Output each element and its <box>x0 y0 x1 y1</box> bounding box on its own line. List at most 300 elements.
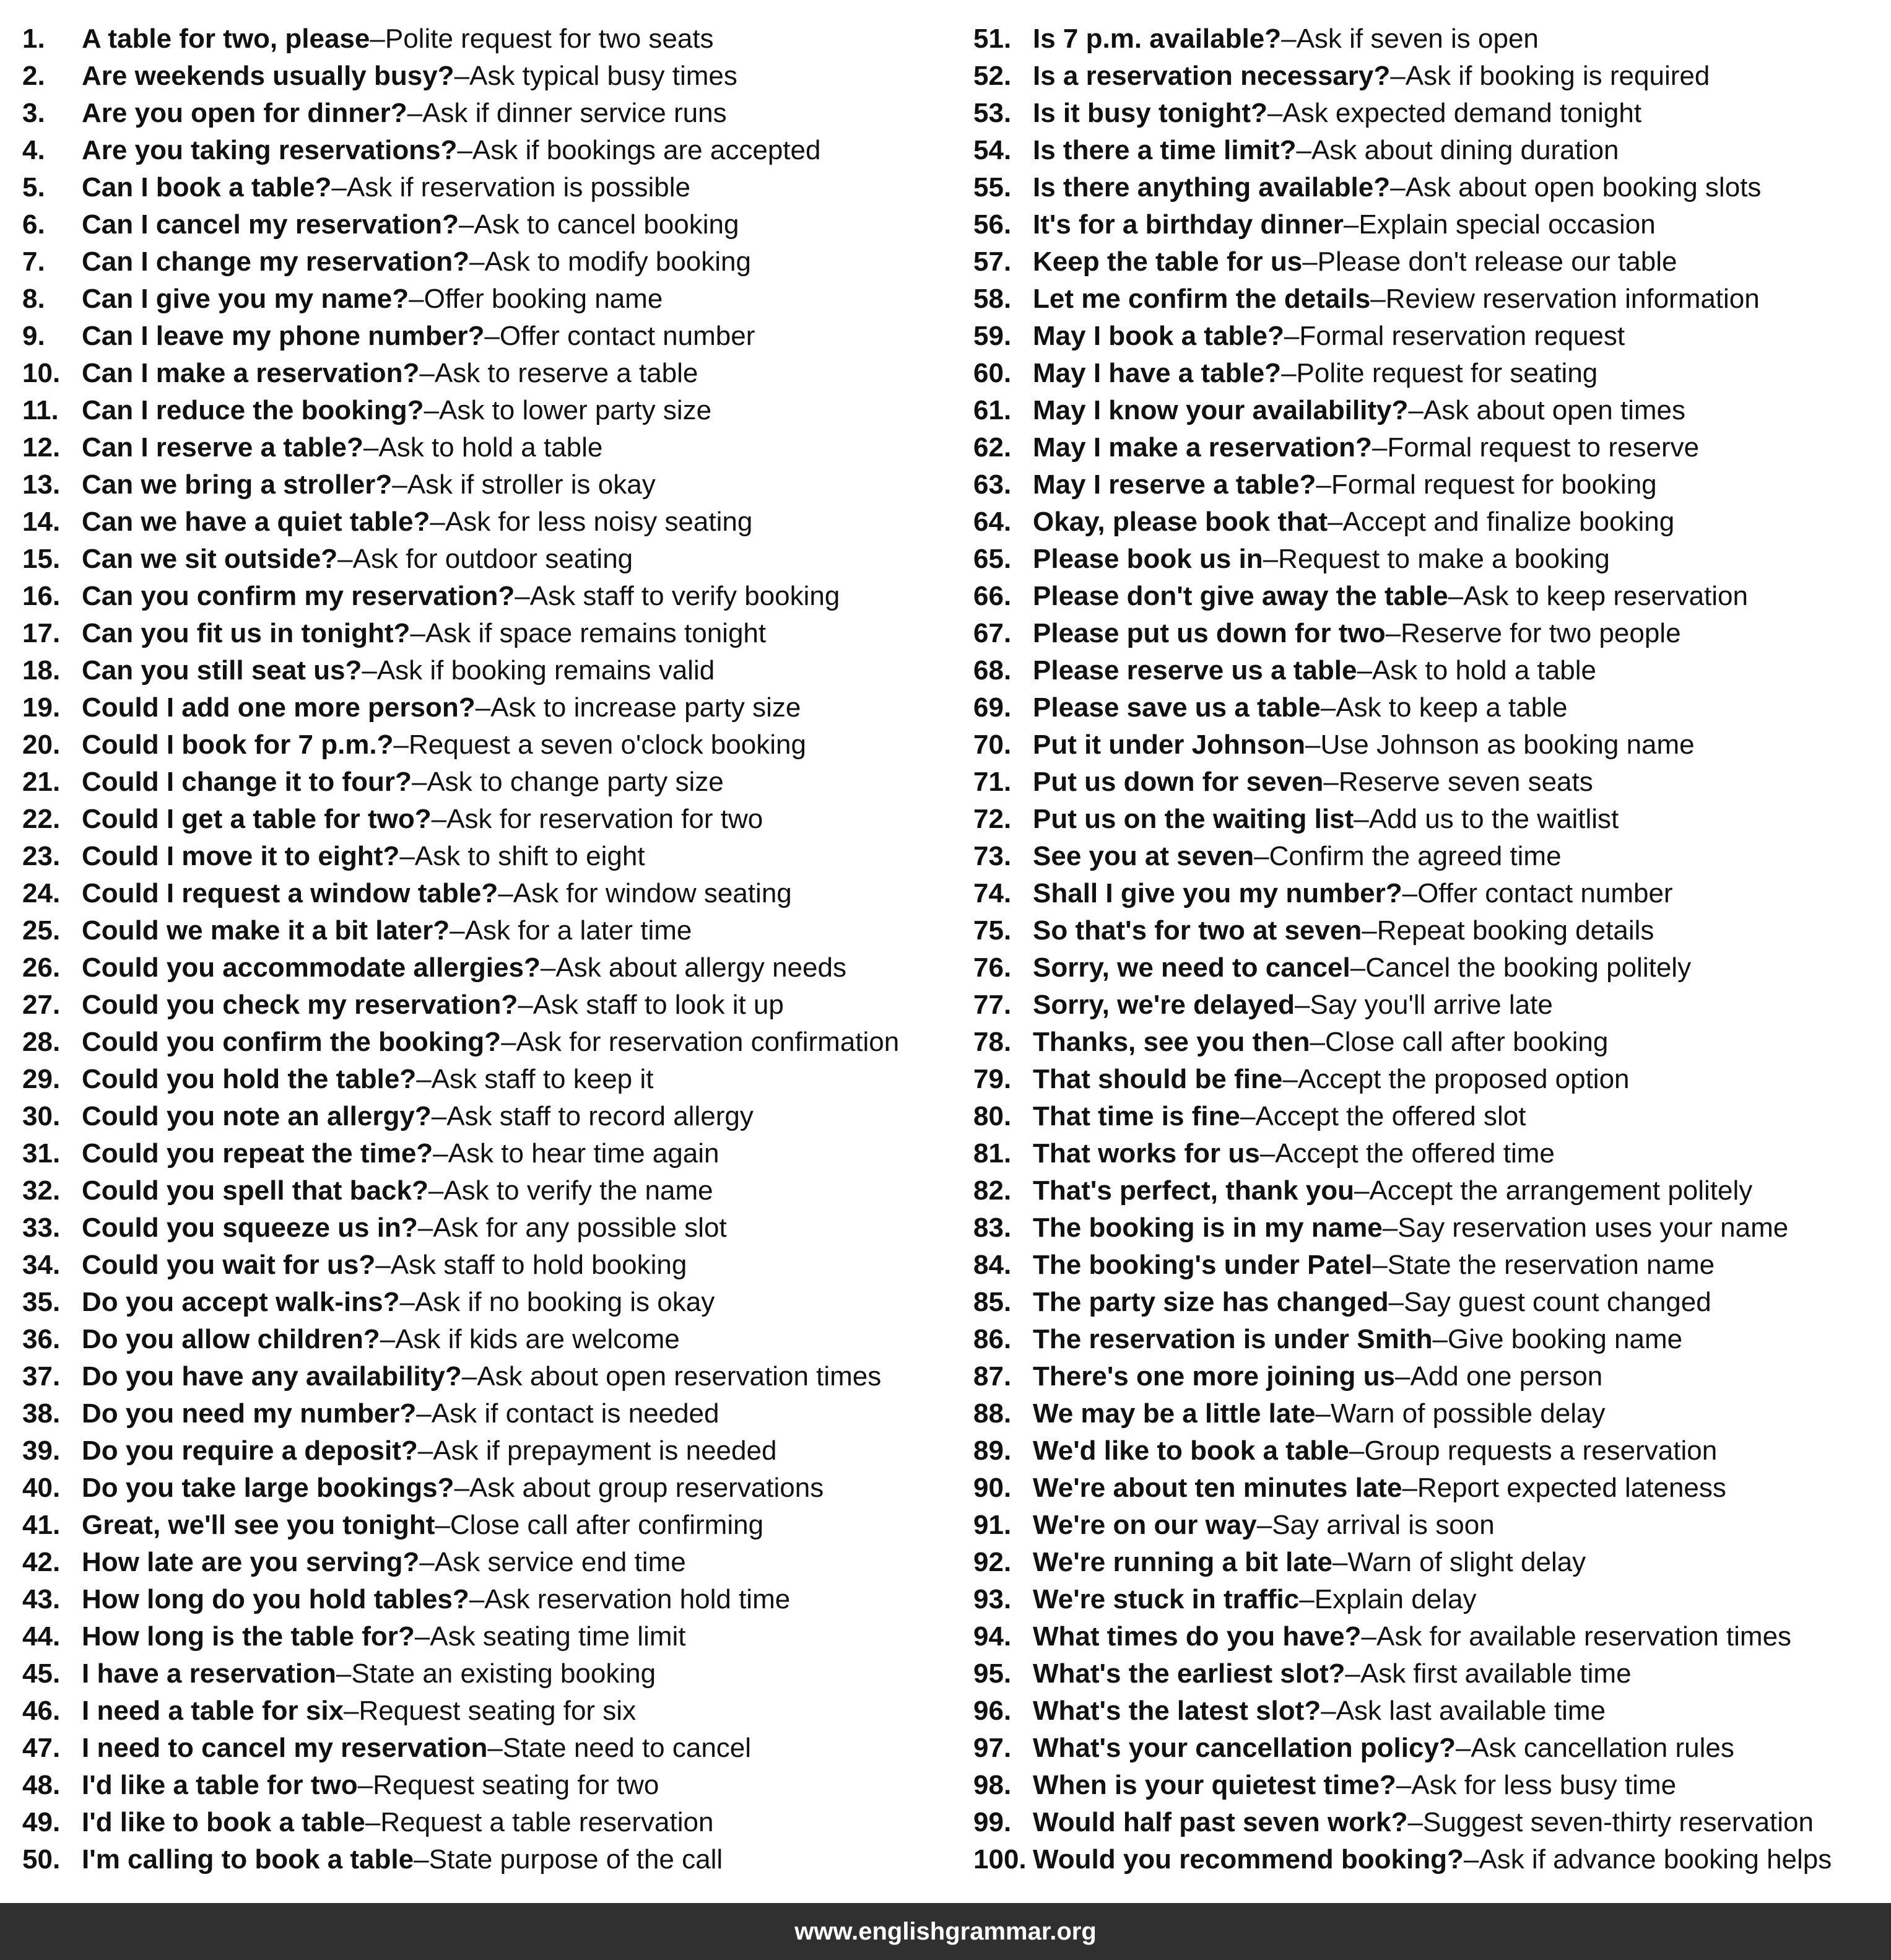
item-phrase: Can I make a reservation? <box>82 358 420 388</box>
list-item <box>22 1247 951 1284</box>
item-number: 47. <box>22 1733 61 1763</box>
list-item <box>22 1172 951 1209</box>
item-number: 99. <box>973 1807 1012 1837</box>
item-number: 43. <box>22 1584 61 1614</box>
item-description: Request a table reservation <box>380 1807 714 1837</box>
item-description: Say arrival is soon <box>1272 1510 1495 1540</box>
item-phrase: May I make a reservation? <box>1033 432 1372 463</box>
item-phrase: Could you note an allergy? <box>82 1101 432 1131</box>
item-number: 32. <box>22 1175 61 1206</box>
item-number: 70. <box>973 730 1012 760</box>
item-separator: – <box>469 1584 485 1614</box>
item-phrase: Could you hold the table? <box>82 1064 417 1094</box>
item-phrase: We're running a bit late <box>1033 1547 1332 1577</box>
item-description: Ask first available time <box>1360 1658 1632 1689</box>
list-item <box>973 281 1884 318</box>
list-item <box>973 392 1884 429</box>
list-item <box>973 466 1884 503</box>
item-number: 22. <box>22 804 61 834</box>
item-description: Give booking name <box>1447 1324 1683 1354</box>
item-separator: – <box>469 246 485 277</box>
item-description: Offer contact number <box>1417 878 1673 908</box>
list-item <box>973 689 1884 726</box>
item-description: Polite request for two seats <box>385 24 714 54</box>
item-description: Ask about group reservations <box>469 1473 824 1503</box>
item-separator: – <box>337 544 353 574</box>
item-phrase: How long do you hold tables? <box>82 1584 469 1614</box>
item-description: Ask about dining duration <box>1311 135 1619 165</box>
item-phrase: See you at seven <box>1033 841 1254 871</box>
item-phrase: Can I leave my phone number? <box>82 321 485 351</box>
item-phrase: Could you repeat the time? <box>82 1138 433 1169</box>
item-description: Offer booking name <box>424 284 663 314</box>
list-item <box>973 987 1884 1024</box>
item-phrase: Can I book a table? <box>82 172 332 203</box>
item-number: 81. <box>973 1138 1012 1169</box>
item-phrase: Could you squeeze us in? <box>82 1213 418 1243</box>
item-number: 77. <box>973 990 1012 1020</box>
item-phrase: Could you check my reservation? <box>82 990 518 1020</box>
list-item <box>22 1395 951 1432</box>
item-separator: – <box>454 1473 469 1503</box>
item-separator: – <box>1361 1621 1376 1652</box>
item-number: 30. <box>22 1101 61 1131</box>
item-separator: – <box>1402 878 1418 908</box>
list-item <box>22 1618 951 1655</box>
item-phrase: May I reserve a table? <box>1033 469 1316 500</box>
item-number: 19. <box>22 692 61 723</box>
item-number: 18. <box>22 655 61 686</box>
list-item <box>22 1061 951 1098</box>
item-number: 33. <box>22 1213 61 1243</box>
list-item <box>973 1061 1884 1098</box>
list-item <box>22 1209 951 1247</box>
item-description: Close call after booking <box>1324 1027 1609 1057</box>
item-separator: – <box>1320 692 1336 723</box>
list-item <box>973 95 1884 132</box>
item-number: 15. <box>22 544 61 574</box>
item-phrase: Could I get a table for two? <box>82 804 432 834</box>
item-phrase: Put us down for seven <box>1033 767 1324 797</box>
item-description: Accept the offered slot <box>1255 1101 1526 1131</box>
item-number: 84. <box>973 1250 1012 1280</box>
item-separator: – <box>540 952 556 983</box>
item-number: 95. <box>973 1658 1012 1689</box>
item-description: Confirm the agreed time <box>1269 841 1562 871</box>
list-item <box>973 1395 1884 1432</box>
item-description: Ask staff to verify booking <box>529 581 840 611</box>
item-number: 58. <box>973 284 1012 314</box>
item-separator: – <box>1362 915 1377 946</box>
list-item <box>973 1209 1884 1247</box>
item-separator: – <box>1463 1844 1479 1875</box>
item-description: Ask last available time <box>1336 1696 1606 1726</box>
item-number: 4. <box>22 135 45 165</box>
item-separator: – <box>363 432 379 463</box>
item-description: Add us to the waitlist <box>1368 804 1619 834</box>
item-number: 68. <box>973 655 1012 686</box>
item-phrase: Do you require a deposit? <box>82 1435 418 1466</box>
item-number: 1. <box>22 24 45 54</box>
item-separator: – <box>419 358 435 388</box>
item-number: 26. <box>22 952 61 983</box>
item-number: 50. <box>22 1844 61 1875</box>
list-item <box>22 1692 951 1730</box>
item-phrase: Shall I give you my number? <box>1033 878 1402 908</box>
item-description: Ask if booking is required <box>1405 61 1710 91</box>
item-phrase: What times do you have? <box>1033 1621 1362 1652</box>
item-description: Ask for any possible slot <box>433 1213 727 1243</box>
item-number: 56. <box>973 209 1012 240</box>
item-phrase: Do you take large bookings? <box>82 1473 454 1503</box>
item-description: Ask to hear time again <box>448 1138 719 1169</box>
item-separator: – <box>1302 246 1318 277</box>
item-separator: – <box>1281 24 1297 54</box>
list-item <box>973 1841 1884 1878</box>
item-number: 7. <box>22 246 45 277</box>
item-number: 92. <box>973 1547 1012 1577</box>
item-phrase: Please save us a table <box>1033 692 1321 723</box>
item-number: 60. <box>973 358 1012 388</box>
list-item <box>973 1432 1884 1470</box>
item-number: 66. <box>973 581 1012 611</box>
item-phrase: Please put us down for two <box>1033 618 1386 648</box>
item-description: Warn of slight delay <box>1347 1547 1586 1577</box>
item-separator: – <box>1263 544 1279 574</box>
item-phrase: I need a table for six <box>82 1696 344 1726</box>
item-number: 2. <box>22 61 45 91</box>
item-description: Request a seven o'clock booking <box>409 730 806 760</box>
item-description: Ask for reservation confirmation <box>516 1027 900 1057</box>
item-description: Ask for window seating <box>513 878 792 908</box>
item-separator: – <box>1370 284 1386 314</box>
list-item <box>22 1507 951 1544</box>
item-number: 11. <box>22 395 59 425</box>
item-description: Polite request for seating <box>1296 358 1598 388</box>
list-item <box>22 689 951 726</box>
item-description: Accept the arrangement politely <box>1369 1175 1753 1206</box>
list-item <box>22 875 951 912</box>
item-description: Warn of possible delay <box>1330 1398 1606 1429</box>
item-number: 98. <box>973 1770 1012 1800</box>
item-description: Ask typical busy times <box>469 61 737 91</box>
item-phrase: The booking is in my name <box>1033 1213 1383 1243</box>
item-number: 88. <box>973 1398 1012 1429</box>
list-item <box>22 1470 951 1507</box>
list-item <box>22 503 951 541</box>
item-separator: – <box>414 1844 429 1875</box>
list-item <box>973 912 1884 949</box>
list-item <box>973 726 1884 764</box>
list-item <box>22 541 951 578</box>
list-item <box>22 987 951 1024</box>
item-description: Ask to lower party size <box>438 395 712 425</box>
item-description: Ask to increase party size <box>490 692 801 723</box>
item-number: 69. <box>973 692 1012 723</box>
item-separator: – <box>1390 61 1406 91</box>
list-item <box>973 429 1884 466</box>
item-description: Ask staff to record allergy <box>446 1101 754 1131</box>
list-item <box>22 429 951 466</box>
item-description: Report expected lateness <box>1417 1473 1726 1503</box>
list-item <box>973 1284 1884 1321</box>
item-number: 53. <box>973 98 1012 128</box>
item-separator: – <box>375 1250 391 1280</box>
item-phrase: So that's for two at seven <box>1033 915 1362 946</box>
item-separator: – <box>417 1435 433 1466</box>
item-phrase: A table for two, please <box>82 24 370 54</box>
list-item <box>973 875 1884 912</box>
item-description: Request seating for two <box>373 1770 659 1800</box>
item-description: Explain delay <box>1314 1584 1477 1614</box>
list-item <box>973 1247 1884 1284</box>
list-item <box>973 1135 1884 1172</box>
item-separator: – <box>1299 1584 1315 1614</box>
item-separator: – <box>1345 1658 1360 1689</box>
item-number: 42. <box>22 1547 61 1577</box>
item-phrase: Could I move it to eight? <box>82 841 400 871</box>
phrase-list-right-column <box>973 20 1884 1878</box>
item-phrase: Can I reduce the booking? <box>82 395 424 425</box>
item-separator: – <box>357 1770 373 1800</box>
item-number: 75. <box>973 915 1012 946</box>
item-number: 80. <box>973 1101 1012 1131</box>
item-separator: – <box>362 655 377 686</box>
item-number: 93. <box>973 1584 1012 1614</box>
item-separator: – <box>450 915 465 946</box>
item-phrase: Could I add one more person? <box>82 692 476 723</box>
list-item <box>973 1098 1884 1135</box>
item-separator: – <box>458 209 474 240</box>
item-description: Ask to modify booking <box>484 246 751 277</box>
item-phrase: The party size has changed <box>1033 1287 1389 1317</box>
item-number: 62. <box>973 432 1012 463</box>
item-number: 36. <box>22 1324 61 1354</box>
item-number: 12. <box>22 432 61 463</box>
item-description: Request to make a booking <box>1278 544 1610 574</box>
item-phrase: The booking's under Patel <box>1033 1250 1373 1280</box>
item-number: 55. <box>973 172 1012 203</box>
item-separator: – <box>1455 1733 1471 1763</box>
item-phrase: I have a reservation <box>82 1658 336 1689</box>
item-separator: – <box>498 878 513 908</box>
list-item <box>22 392 951 429</box>
list-item <box>22 132 951 169</box>
item-number: 29. <box>22 1064 61 1094</box>
item-description: State the reservation name <box>1387 1250 1715 1280</box>
item-number: 89. <box>973 1435 1012 1466</box>
item-separator: – <box>1240 1101 1256 1131</box>
item-phrase: Can we bring a stroller? <box>82 469 393 500</box>
list-item <box>22 318 951 355</box>
item-number: 5. <box>22 172 45 203</box>
list-item <box>22 1432 951 1470</box>
list-item <box>22 281 951 318</box>
list-item <box>22 1804 951 1841</box>
item-description: Ask cancellation rules <box>1471 1733 1734 1763</box>
list-item <box>973 1507 1884 1544</box>
item-number: 97. <box>973 1733 1012 1763</box>
item-description: Ask for available reservation times <box>1376 1621 1792 1652</box>
item-separator: – <box>457 135 472 165</box>
item-phrase: Can we sit outside? <box>82 544 338 574</box>
item-description: Ask for less noisy seating <box>445 507 753 537</box>
item-phrase: Let me confirm the details <box>1033 284 1371 314</box>
item-phrase: Do you need my number? <box>82 1398 417 1429</box>
item-separator: – <box>411 767 427 797</box>
list-item <box>973 355 1884 392</box>
list-item <box>22 912 951 949</box>
item-phrase: Can you still seat us? <box>82 655 362 686</box>
item-description: Say reservation uses your name <box>1398 1213 1789 1243</box>
item-phrase: That time is fine <box>1033 1101 1240 1131</box>
item-separator: – <box>1256 1510 1272 1540</box>
item-phrase: Could I change it to four? <box>82 767 412 797</box>
item-phrase: That's perfect, thank you <box>1033 1175 1354 1206</box>
item-phrase: That works for us <box>1033 1138 1260 1169</box>
item-phrase: Do you allow children? <box>82 1324 380 1354</box>
item-number: 100. <box>973 1844 1027 1875</box>
item-number: 16. <box>22 581 61 611</box>
item-description: Please don't release our table <box>1317 246 1677 277</box>
item-phrase: How long is the table for? <box>82 1621 415 1652</box>
item-number: 78. <box>973 1027 1012 1057</box>
list-item <box>973 801 1884 838</box>
item-description: Ask expected demand tonight <box>1282 98 1642 128</box>
item-separator: – <box>409 284 424 314</box>
item-phrase: Put us on the waiting list <box>1033 804 1354 834</box>
list-item <box>22 206 951 243</box>
item-number: 35. <box>22 1287 61 1317</box>
list-item <box>973 541 1884 578</box>
item-description: Ask about open booking slots <box>1405 172 1762 203</box>
item-description: Ask if contact is needed <box>431 1398 719 1429</box>
item-description: Ask if bookings are accepted <box>472 135 821 165</box>
item-description: Formal request to reserve <box>1387 432 1700 463</box>
item-number: 46. <box>22 1696 61 1726</box>
item-description: Ask staff to hold booking <box>390 1250 687 1280</box>
item-phrase: Are you taking reservations? <box>82 135 458 165</box>
item-phrase: Is 7 p.m. available? <box>1033 24 1282 54</box>
item-separator: – <box>475 692 491 723</box>
item-phrase: When is your quietest time? <box>1033 1770 1396 1800</box>
item-separator: – <box>417 1213 433 1243</box>
list-item <box>973 1544 1884 1581</box>
item-phrase: Would half past seven work? <box>1033 1807 1408 1837</box>
item-phrase: We're about ten minutes late <box>1033 1473 1402 1503</box>
item-separator: – <box>1328 507 1343 537</box>
list-item <box>22 578 951 615</box>
item-phrase: Are you open for dinner? <box>82 98 407 128</box>
item-description: Ask reservation hold time <box>484 1584 791 1614</box>
list-item <box>22 764 951 801</box>
item-phrase: May I have a table? <box>1033 358 1282 388</box>
item-phrase: Sorry, we need to cancel <box>1033 952 1350 983</box>
item-number: 59. <box>973 321 1012 351</box>
item-description: Ask service end time <box>434 1547 686 1577</box>
list-item <box>973 1767 1884 1804</box>
item-description: Review reservation information <box>1385 284 1760 314</box>
item-separator: – <box>1305 730 1321 760</box>
item-number: 54. <box>973 135 1012 165</box>
item-description: Reserve seven seats <box>1338 767 1593 797</box>
list-item <box>22 58 951 95</box>
item-number: 6. <box>22 209 45 240</box>
item-separator: – <box>430 507 445 537</box>
list-item <box>22 1135 951 1172</box>
item-description: Ask if no booking is okay <box>414 1287 715 1317</box>
item-separator: – <box>1296 135 1311 165</box>
item-separator: – <box>501 1027 516 1057</box>
item-separator: – <box>1354 804 1369 834</box>
list-item <box>973 838 1884 875</box>
item-description: State an existing booking <box>351 1658 656 1689</box>
item-separator: – <box>399 841 415 871</box>
item-description: Ask to verify the name <box>443 1175 713 1206</box>
item-phrase: Are weekends usually busy? <box>82 61 454 91</box>
item-description: Ask to change party size <box>427 767 724 797</box>
item-phrase: Could you confirm the booking? <box>82 1027 502 1057</box>
list-item <box>973 243 1884 281</box>
item-separator: – <box>433 1138 448 1169</box>
item-description: Ask seating time limit <box>430 1621 686 1652</box>
item-phrase: Could I request a window table? <box>82 878 498 908</box>
item-description: Close call after confirming <box>450 1510 764 1540</box>
item-number: 31. <box>22 1138 61 1169</box>
item-separator: – <box>1332 1547 1348 1577</box>
list-item <box>22 1655 951 1692</box>
item-description: Ask for less busy time <box>1411 1770 1677 1800</box>
list-item <box>973 652 1884 689</box>
item-phrase: Is there anything available? <box>1033 172 1391 203</box>
list-item <box>22 1767 951 1804</box>
item-phrase: Can I cancel my reservation? <box>82 209 459 240</box>
item-number: 8. <box>22 284 45 314</box>
item-description: Ask for a later time <box>464 915 692 946</box>
item-description: Cancel the booking politely <box>1365 952 1692 983</box>
list-item <box>22 726 951 764</box>
item-phrase: The reservation is under Smith <box>1033 1324 1433 1354</box>
item-phrase: Would you recommend booking? <box>1033 1844 1464 1875</box>
item-description: Ask for outdoor seating <box>352 544 633 574</box>
item-separator: – <box>1323 767 1339 797</box>
item-separator: – <box>336 1658 352 1689</box>
item-phrase: There's one more joining us <box>1033 1361 1395 1392</box>
item-description: State purpose of the call <box>428 1844 723 1875</box>
item-separator: – <box>454 61 470 91</box>
item-number: 39. <box>22 1435 61 1466</box>
list-item <box>22 466 951 503</box>
item-separator: – <box>1390 172 1406 203</box>
list-item <box>973 615 1884 652</box>
item-description: Reserve for two people <box>1401 618 1681 648</box>
item-description: Ask if seven is open <box>1296 24 1539 54</box>
item-description: Ask if reservation is possible <box>346 172 690 203</box>
item-number: 94. <box>973 1621 1012 1652</box>
list-item <box>22 801 951 838</box>
item-phrase: That should be fine <box>1033 1064 1283 1094</box>
item-phrase: Is a reservation necessary? <box>1033 61 1391 91</box>
list-item <box>973 206 1884 243</box>
item-number: 21. <box>22 767 61 797</box>
item-description: Ask to shift to eight <box>414 841 645 871</box>
list-item <box>22 838 951 875</box>
item-number: 10. <box>22 358 61 388</box>
item-description: Formal request for booking <box>1331 469 1657 500</box>
list-item <box>973 578 1884 615</box>
item-number: 65. <box>973 544 1012 574</box>
item-separator: – <box>407 98 423 128</box>
